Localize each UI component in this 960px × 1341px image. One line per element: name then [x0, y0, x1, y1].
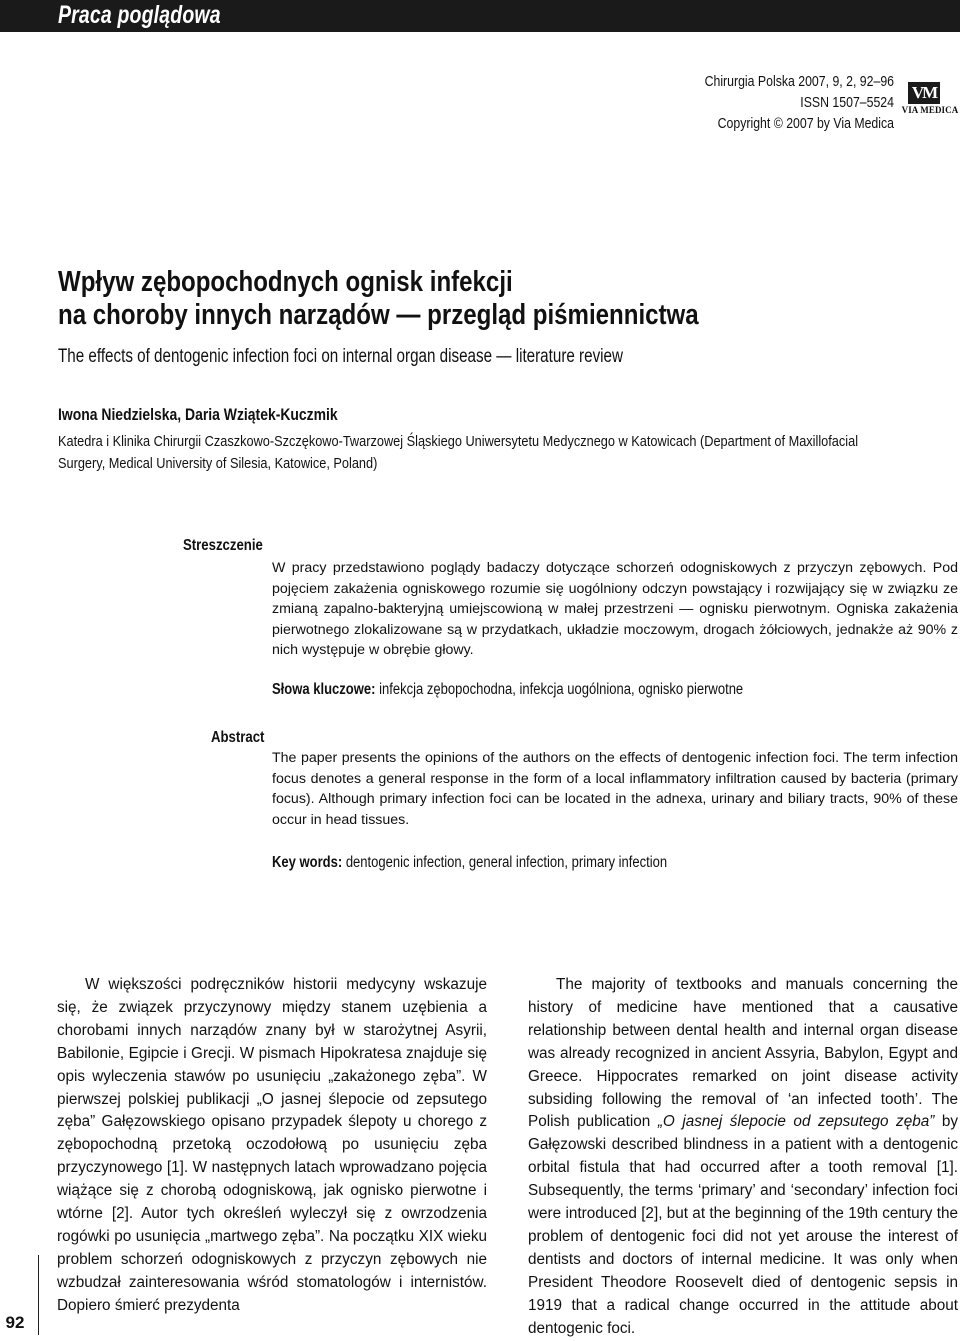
abstract-text: The paper presents the opinions of the authors on the effects of dentogenic infection foci. The term infection focus denotes a general response in the form of a local inflammatory infiltration caused by bacteria (primary focus). Although primary infection foci can be located in the adnexa, urinary and biliary tracts, 90% of these occur in head tissues. — [272, 750, 958, 828]
section-label: Praca poglądowa — [58, 1, 221, 29]
journal-issn: ISSN 1507–5524 — [800, 94, 894, 111]
section-header-bar — [0, 0, 960, 32]
article-affiliation — [58, 431, 959, 474]
journal-info — [594, 71, 894, 134]
article-subtitle: The effects of dentogenic infection foci on internal organ disease — literature review — [58, 346, 623, 367]
body-paragraph-en — [528, 974, 958, 1341]
slowa-kluczowe-label: Słowa kluczowe: — [272, 681, 376, 698]
abstract-label: Abstract — [211, 729, 265, 746]
streszczenie-text: W pracy przedstawiono poglądy badaczy dotyczące schorzeń odogniskowych z przyczyn zębowych. Pod pojęciem zakażenia ogniskowego rozumie się uogólniony odczyn powstający i rozwijający się w związku ze zmianą zapalno-bakteryjną umiejscowioną w małej przestrzeni — ognisku pierwotnym. Ogniska zakażenia pierwotnego zlokalizowane są w przydatkach, układzie moczowym, drogach żółciowych, jednakże aż 90% z nich występuje w obrębie głowy. — [272, 560, 958, 659]
article-title — [58, 266, 958, 332]
body-en-part-2: by Gałęzowski described blindness in a patient with a dentogenic orbital fistula that had occurred after a tooth removal [1]. Subsequently, the terms ‘primary’ and ‘secondary’ infection foci were introduced [2], but at the beginning of the 19th century the problem of dentogenic foci did not yet arouse the interest of dentists and doctors of internal medicine. It was only when President Theodore Roosevelt died of dentogenic sepsis in 1919 that a radical change occurred in the attitude about dentogenic foci. — [528, 1113, 958, 1337]
slowa-kluczowe-value: infekcja zębopochodna, infekcja uogólniona, ognisko pierwotne — [379, 681, 744, 698]
body-en-italic-title: „O jasnej ślepocie od zepsutego zęba” — [657, 1113, 935, 1131]
body-column-polish — [57, 974, 487, 1318]
via-medica-logo — [899, 82, 959, 116]
body-column-english — [528, 974, 958, 1341]
logo-text: VIA MEDICA — [901, 105, 959, 115]
article-authors: Iwona Niedzielska, Daria Wziątek-Kuczmik — [58, 405, 338, 424]
journal-copyright: Copyright © 2007 by Via Medica — [717, 115, 894, 132]
journal-citation: Chirurgia Polska 2007, 9, 2, 92–96 — [704, 73, 894, 90]
streszczenie-label: Streszczenie — [183, 537, 263, 554]
title-line-1: Wpływ zębopochodnych ognisk infekcji — [58, 266, 513, 298]
key-words-label: Key words: — [272, 854, 343, 871]
page-number-divider — [38, 1255, 39, 1335]
body-paragraph-pl: W większości podręczników historii medycyny wskazuje się, że związek przyczynowy między stanem uzębienia a chorobami innych narządów znany był w starożytnej Asyrii, Babilonie, Egipcie i Grecji. W pismach Hipokratesa znajduje się opis wyleczenia stawów po usunięciu „zakażonego zęba”. W pierwszej polskiej publikacji „O jasnej ślepocie od zepsutego zęba” Gałęzowskiego opisano przypadek ślepoty u chorego z zębopochodną przetoką oczodołową po usunięciu zęba przyczynowego [1]. W następnych latach wprowadzano pojęcia wiążące się z chorobą odogniskową, jak ognisko pierwotne i wtórne [2]. Autor tych określeń wyleczył się z owrzodzenia rogówki po usunięcia „martwego zęba”. Na początku XIX wieku problem schorzeń odogniskowych z przyczyn zębowych nie wzbudzał zainteresowania wśród stomatologów i internistów. Dopiero śmierć prezydenta — [57, 976, 487, 1314]
title-line-2: na choroby innych narządów — przegląd piśmiennictwa — [58, 299, 699, 331]
slowa-kluczowe — [272, 681, 743, 699]
page-number: 92 — [5, 1313, 25, 1332]
affiliation-line-2: Surgery, Medical University of Silesia, Katowice, Poland) — [58, 454, 378, 472]
affiliation-line-1: Katedra i Klinika Chirurgii Czaszkowo-Szczękowo-Twarzowej Śląskiego Uniwersytetu Medycznego w Katowicach (Department of Maxillofacial — [58, 433, 859, 450]
logo-mark: VM — [908, 82, 940, 104]
key-words — [272, 854, 667, 872]
body-en-part-1: The majority of textbooks and manuals concerning the history of medicine have mentioned that a causative relationship between dental health and internal organ disease was already recognized in ancient Assyria, Babylon, Egypt and Greece. Hippocrates remarked on joint disease activity subsiding following the removal of ‘an infected tooth’. The Polish publication — [528, 976, 958, 1131]
key-words-value: dentogenic infection, general infection, primary infection — [345, 854, 668, 871]
